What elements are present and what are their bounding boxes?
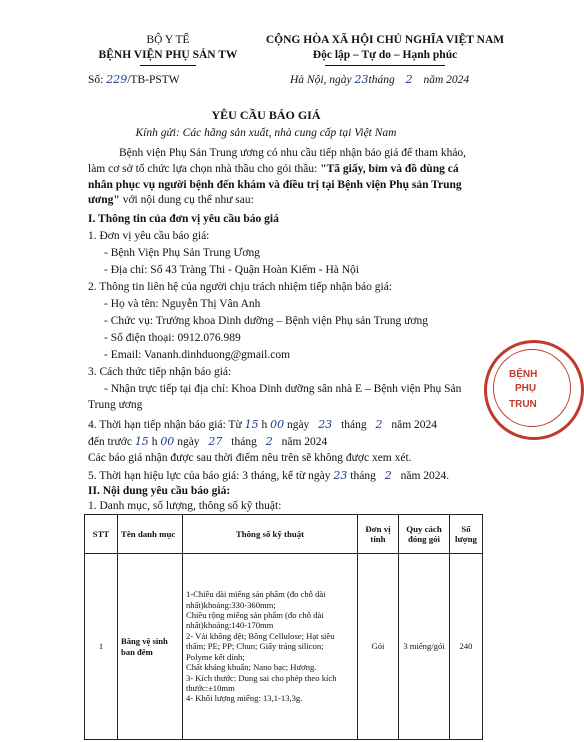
col-unit: Đơn vị tính xyxy=(358,515,399,554)
spec-line: thấm; PE; PP; Chun; Giấy tráng silicon; xyxy=(186,641,324,652)
hour-label: h xyxy=(148,436,161,448)
s2-item-1: 1. Danh mục, số lượng, thông số kỹ thuật: xyxy=(88,500,282,512)
row-pack: 3 miếng/gói xyxy=(399,554,450,740)
s1-item-1-name: - Bệnh Viện Phụ Sản Trung Ương xyxy=(104,247,260,259)
s1-contact-email: - Email: Vananh.dinhduong@gmail.com xyxy=(104,349,291,361)
to-day: 27 xyxy=(208,435,223,448)
deadline-to-label: đến trước xyxy=(88,436,135,448)
s1-item-5 xyxy=(88,468,449,484)
spec-line: Polyme kết dính; xyxy=(186,651,245,662)
to-month: 2 xyxy=(265,435,273,448)
to-hour: 15 xyxy=(134,435,149,448)
spec-line: 2- Vải không dệt; Bông Cellulose; Hạt siêu xyxy=(186,630,335,641)
day-label: ngày xyxy=(174,436,203,448)
doc-no-prefix: Số: xyxy=(88,74,104,86)
spec-line: 4- Khối lượng miếng: 13,1-13,3g. xyxy=(186,693,303,704)
package-name-start: "Tã giấy, bỉm và đồ dùng cá xyxy=(320,163,459,175)
date-prefix: Hà Nội, ngày xyxy=(290,74,352,86)
stamp-text-1: BỆNH xyxy=(509,369,538,380)
intro-line-2a: làm cơ sở tổ chức lựa chọn nhà thầu cho gói thầu: xyxy=(88,163,321,175)
from-day: 23 xyxy=(318,418,333,431)
intro-line-4b: với nội dung cụ thể như sau: xyxy=(119,194,254,206)
col-qty: Số lượng xyxy=(450,515,483,554)
month-label: tháng xyxy=(228,436,260,448)
to-minute: 00 xyxy=(160,435,175,448)
s1-item-4-line2 xyxy=(88,434,327,450)
spec-line: nhất)khoảng:330-360mm; xyxy=(186,599,276,610)
intro-line-2 xyxy=(88,162,459,177)
date-day: 23 xyxy=(354,73,369,86)
intro-line-3: nhân phục vụ người bệnh đến khám và điều trị tại Bệnh viện Phụ sản Trung xyxy=(88,179,462,191)
from-hour: 15 xyxy=(244,418,259,431)
col-name: Tên danh mục xyxy=(118,515,183,554)
intro-line-1: Bệnh viện Phụ Sản Trung ương có nhu cầu tiếp nhận báo giá để tham khảo, xyxy=(119,147,467,159)
table-header-row xyxy=(85,515,483,554)
section-2-heading: II. Nội dung yêu cầu báo giá: xyxy=(88,485,231,497)
from-minute: 00 xyxy=(270,418,285,431)
hospital-name: BỆNH VIỆN PHỤ SẢN TW xyxy=(98,49,238,61)
validity-label: 5. Thời hạn hiệu lực của báo giá: 3 tháng, kể từ ngày xyxy=(88,470,334,482)
s1-item-4-note: Các báo giá nhận được sau thời điểm nêu trên sẽ không được xem xét. xyxy=(88,452,412,464)
date-year: năm 2024 xyxy=(423,74,470,86)
specification-table xyxy=(84,514,483,740)
s1-item-4-line1 xyxy=(88,417,437,433)
s1-item-2: 2. Thông tin liên hệ của người chịu trách nhiệm tiếp nhận báo giá: xyxy=(88,281,392,293)
month-label: tháng xyxy=(338,419,370,431)
s1-item-1: 1. Đơn vị yêu cầu báo giá: xyxy=(88,230,210,242)
doc-no-suffix: /TB-PSTW xyxy=(127,74,180,86)
s1-item-3-direct-cont: Trung ương xyxy=(88,399,143,411)
from-month: 2 xyxy=(375,418,383,431)
deadline-from-label: 4. Thời hạn tiếp nhận báo giá: Từ xyxy=(88,419,245,431)
motto: Độc lập – Tự do – Hạnh phúc xyxy=(312,49,458,61)
package-name-end: ương" xyxy=(88,194,120,206)
row-stt: 1 xyxy=(85,554,118,740)
row-name: Băng vệ sinh ban đêm xyxy=(118,554,183,740)
row-spec xyxy=(183,554,358,740)
validity-month: 2 xyxy=(384,469,392,482)
document-title: YÊU CẦU BÁO GIÁ xyxy=(211,108,321,122)
stamp-text-2: PHỤ xyxy=(515,383,537,394)
s1-item-3: 3. Cách thức tiếp nhận báo giá: xyxy=(88,366,232,378)
row-qty: 240 xyxy=(450,554,483,740)
intro-line-4 xyxy=(88,193,254,208)
spec-line: 1-Chiều dài miếng sản phẩm (đo chỗ dài xyxy=(186,589,326,600)
s1-item-1-address: - Địa chỉ: Số 43 Tràng Thi - Quận Hoàn Kiếm - Hà Nội xyxy=(104,264,359,276)
ministry-name: BỘ Y TẾ xyxy=(146,34,190,46)
table-row xyxy=(85,554,483,740)
s1-contact-phone: - Số điện thoại: 0912.076.989 xyxy=(104,332,241,344)
day-label: ngày xyxy=(284,419,313,431)
motto-underline xyxy=(325,65,445,66)
document-number xyxy=(88,72,180,88)
spec-line: nhất)khoảng:140-170mm xyxy=(186,620,274,631)
spec-line: Chiều rộng miếng sản phẩm (đo chỗ dài xyxy=(186,610,324,621)
document-date xyxy=(290,72,469,88)
hour-label: h xyxy=(258,419,271,431)
validity-day: 23 xyxy=(333,469,348,482)
s1-contact-name: - Họ và tên: Nguyễn Thị Vân Anh xyxy=(104,298,261,310)
year-label: năm 2024 xyxy=(388,419,438,431)
spec-line: 3- Kích thước: Dung sai cho phép theo kích xyxy=(186,672,337,683)
s1-contact-role: - Chức vụ: Trưởng khoa Dinh dưỡng – Bệnh viện Phụ sản Trung ương xyxy=(104,315,428,327)
month-label: tháng xyxy=(347,470,379,482)
s1-item-3-direct: - Nhận trực tiếp tại địa chỉ: Khoa Dinh dưỡng sân nhà E – Bệnh viện Phụ Sản xyxy=(104,383,462,395)
year-label: năm 2024. xyxy=(397,470,450,482)
stamp-text-3: TRUN xyxy=(509,399,537,410)
recipient-line: Kính gửi: Các hãng sản xuất, nhà cung cấp tại Việt Nam xyxy=(135,127,397,139)
row-unit: Gói xyxy=(358,554,399,740)
section-1-heading: I. Thông tin của đơn vị yêu cầu báo giá xyxy=(88,213,279,225)
spec-line: Chất kháng khuẩn; Nano bạc; Hương. xyxy=(186,662,317,673)
col-spec: Thông số kỹ thuật xyxy=(183,515,358,554)
country-name: CỘNG HÒA XÃ HỘI CHỦ NGHĨA VIỆT NAM xyxy=(265,34,505,46)
spec-line: thước:±10mm xyxy=(186,682,235,693)
col-stt: STT xyxy=(85,515,118,554)
hospital-underline xyxy=(140,65,196,66)
official-stamp xyxy=(484,340,584,440)
year-label: năm 2024 xyxy=(278,436,328,448)
col-pack: Quy cách đóng gói xyxy=(399,515,450,554)
date-month: 2 xyxy=(405,73,413,86)
doc-no-handwritten: 229 xyxy=(106,73,128,86)
date-month-label: tháng xyxy=(368,74,395,86)
